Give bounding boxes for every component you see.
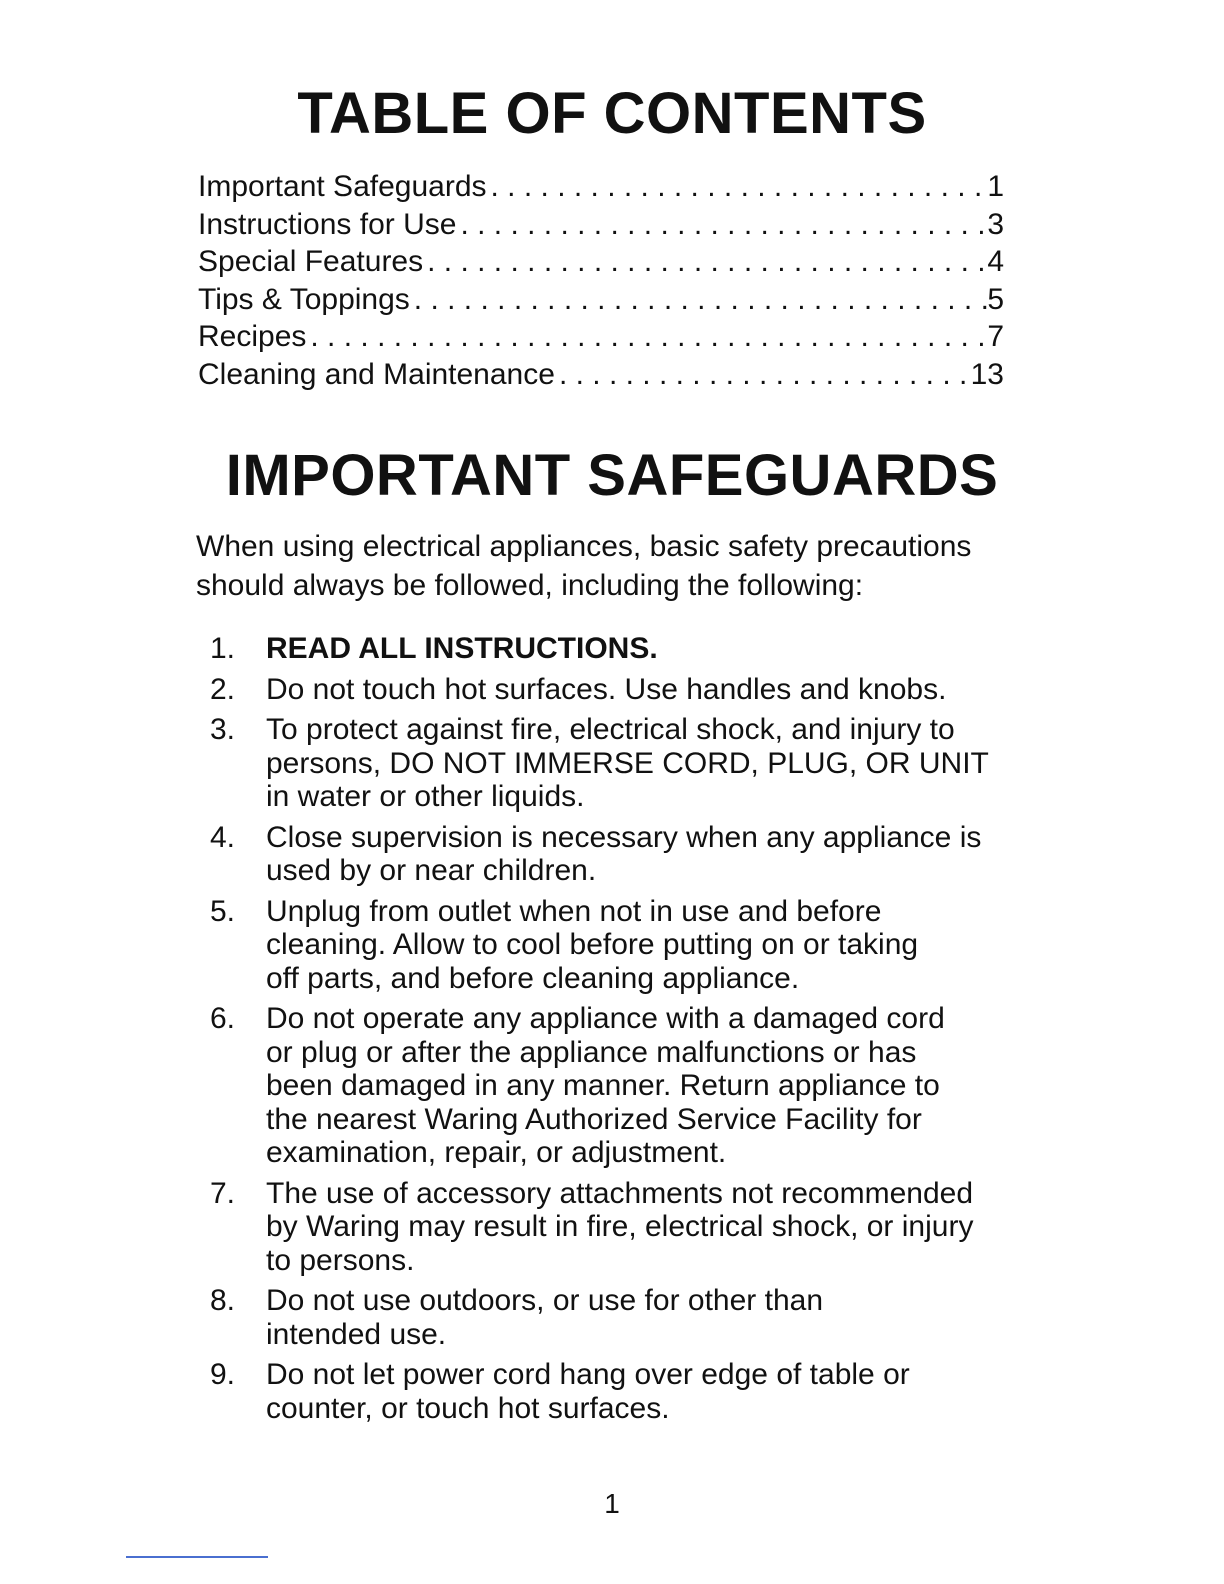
safeguard-line: The use of accessory attachments not recommended: [266, 1176, 974, 1210]
safeguard-line: used by or near children.: [266, 854, 597, 887]
toc-entry[interactable]: [198, 243, 1004, 281]
safeguard-line: counter, or touch hot surfaces.: [266, 1391, 670, 1425]
safeguard-text: [266, 713, 1030, 814]
safeguard-number: 4.: [210, 820, 236, 854]
safeguard-item: [210, 1177, 1030, 1278]
safeguard-line: off parts, and before cleaning appliance.: [266, 961, 800, 995]
safeguard-line: to persons.: [266, 1243, 415, 1277]
safeguard-line: cleaning. Allow to cool before putting on or taking: [266, 928, 919, 961]
safeguards-list: [210, 632, 1030, 1432]
safeguard-text: [266, 821, 1030, 888]
toc-entry-page: 13: [970, 357, 1004, 391]
toc-entry-page: 1: [987, 170, 1004, 203]
safeguard-number: 8.: [210, 1284, 236, 1317]
toc-entry-page: 3: [987, 207, 1004, 241]
safeguard-line: or plug or after the appliance malfunctions or has: [266, 1035, 917, 1069]
toc-entry-label: Recipes: [198, 320, 307, 353]
safeguards-title: IMPORTANT SAFEGUARDS: [225, 443, 999, 508]
toc-entry-label: Tips & Toppings: [198, 282, 410, 316]
safeguard-line: in water or other liquids.: [266, 780, 585, 813]
safeguard-item: [210, 1002, 1030, 1170]
toc-entry-label: Important Safeguards: [198, 170, 487, 203]
safeguard-number: 1.: [210, 632, 236, 665]
toc-entry-page: 5: [987, 282, 1004, 316]
toc-dot-leader: [456, 206, 987, 244]
safeguard-line: been damaged in any manner. Return appliance to: [266, 1069, 940, 1102]
safeguard-line: Do not touch hot surfaces. Use handles and knobs.: [266, 672, 947, 706]
safeguard-item: [210, 821, 1030, 888]
safeguard-item: [210, 713, 1030, 814]
safeguard-number: 2.: [210, 672, 236, 706]
safeguard-item: [210, 1358, 1030, 1425]
toc-entry-label: Cleaning and Maintenance: [198, 357, 555, 391]
safeguard-line: the nearest Waring Authorized Service Facility for: [266, 1102, 922, 1136]
safeguard-number: 7.: [210, 1176, 236, 1210]
safeguard-text: [266, 1002, 1030, 1170]
safeguard-line: To protect against fire, electrical shock, and injury to: [266, 713, 955, 746]
safeguard-number: 3.: [210, 713, 236, 746]
safeguard-item: [210, 632, 1030, 666]
toc-dot-leader: [555, 356, 971, 394]
safeguard-text: [266, 895, 1030, 996]
safeguard-item: [210, 1284, 1030, 1351]
safeguard-line: persons, DO NOT IMMERSE CORD, PLUG, OR UNIT: [266, 746, 989, 780]
toc-entry[interactable]: [198, 356, 1004, 394]
safeguard-text: [266, 1284, 1030, 1351]
safeguard-line: Do not operate any appliance with a damaged cord: [266, 1002, 945, 1035]
toc-entry[interactable]: [198, 206, 1004, 244]
safeguard-line: by Waring may result in fire, electrical shock, or injury: [266, 1210, 974, 1243]
toc-entry[interactable]: [198, 281, 1004, 319]
safeguard-line: Close supervision is necessary when any appliance is: [266, 820, 982, 854]
safeguard-text: [266, 632, 1030, 666]
safeguard-line: examination, repair, or adjustment.: [266, 1136, 727, 1169]
safeguards-intro: When using electrical appliances, basic safety precautions should always be followed, including the following:: [196, 530, 972, 602]
toc-title: TABLE OF CONTENTS: [297, 81, 927, 146]
page-number: 1: [604, 1488, 620, 1519]
safeguard-line: Do not use outdoors, or use for other than: [266, 1284, 824, 1317]
toc-dot-leader: [306, 318, 987, 356]
safeguard-text: [266, 1177, 1030, 1278]
safeguard-line: Do not let power cord hang over edge of table or: [266, 1358, 910, 1391]
safeguard-text: [266, 1358, 1030, 1425]
safeguard-line: Unplug from outlet when not in use and before: [266, 894, 882, 928]
toc-entry-page: 4: [987, 245, 1004, 278]
safeguard-number: 5.: [210, 894, 236, 928]
safeguard-text: [266, 673, 1030, 707]
toc-dot-leader: [423, 243, 987, 281]
toc-list: [198, 168, 1004, 393]
safeguard-item: [210, 673, 1030, 707]
toc-entry[interactable]: [198, 168, 1004, 206]
toc-dot-leader: [487, 168, 988, 206]
toc-entry-label: Instructions for Use: [198, 207, 457, 241]
toc-dot-leader: [410, 281, 988, 319]
safeguard-number: 9.: [210, 1358, 236, 1391]
safeguard-item: [210, 895, 1030, 996]
safeguard-line: READ ALL INSTRUCTIONS.: [266, 632, 658, 665]
toc-entry-label: Special Features: [198, 245, 424, 278]
safeguard-number: 6.: [210, 1002, 236, 1035]
toc-entry[interactable]: [198, 318, 1004, 356]
footer-rule: [126, 1556, 268, 1558]
safeguard-line: intended use.: [266, 1317, 447, 1351]
toc-entry-page: 7: [987, 320, 1004, 353]
